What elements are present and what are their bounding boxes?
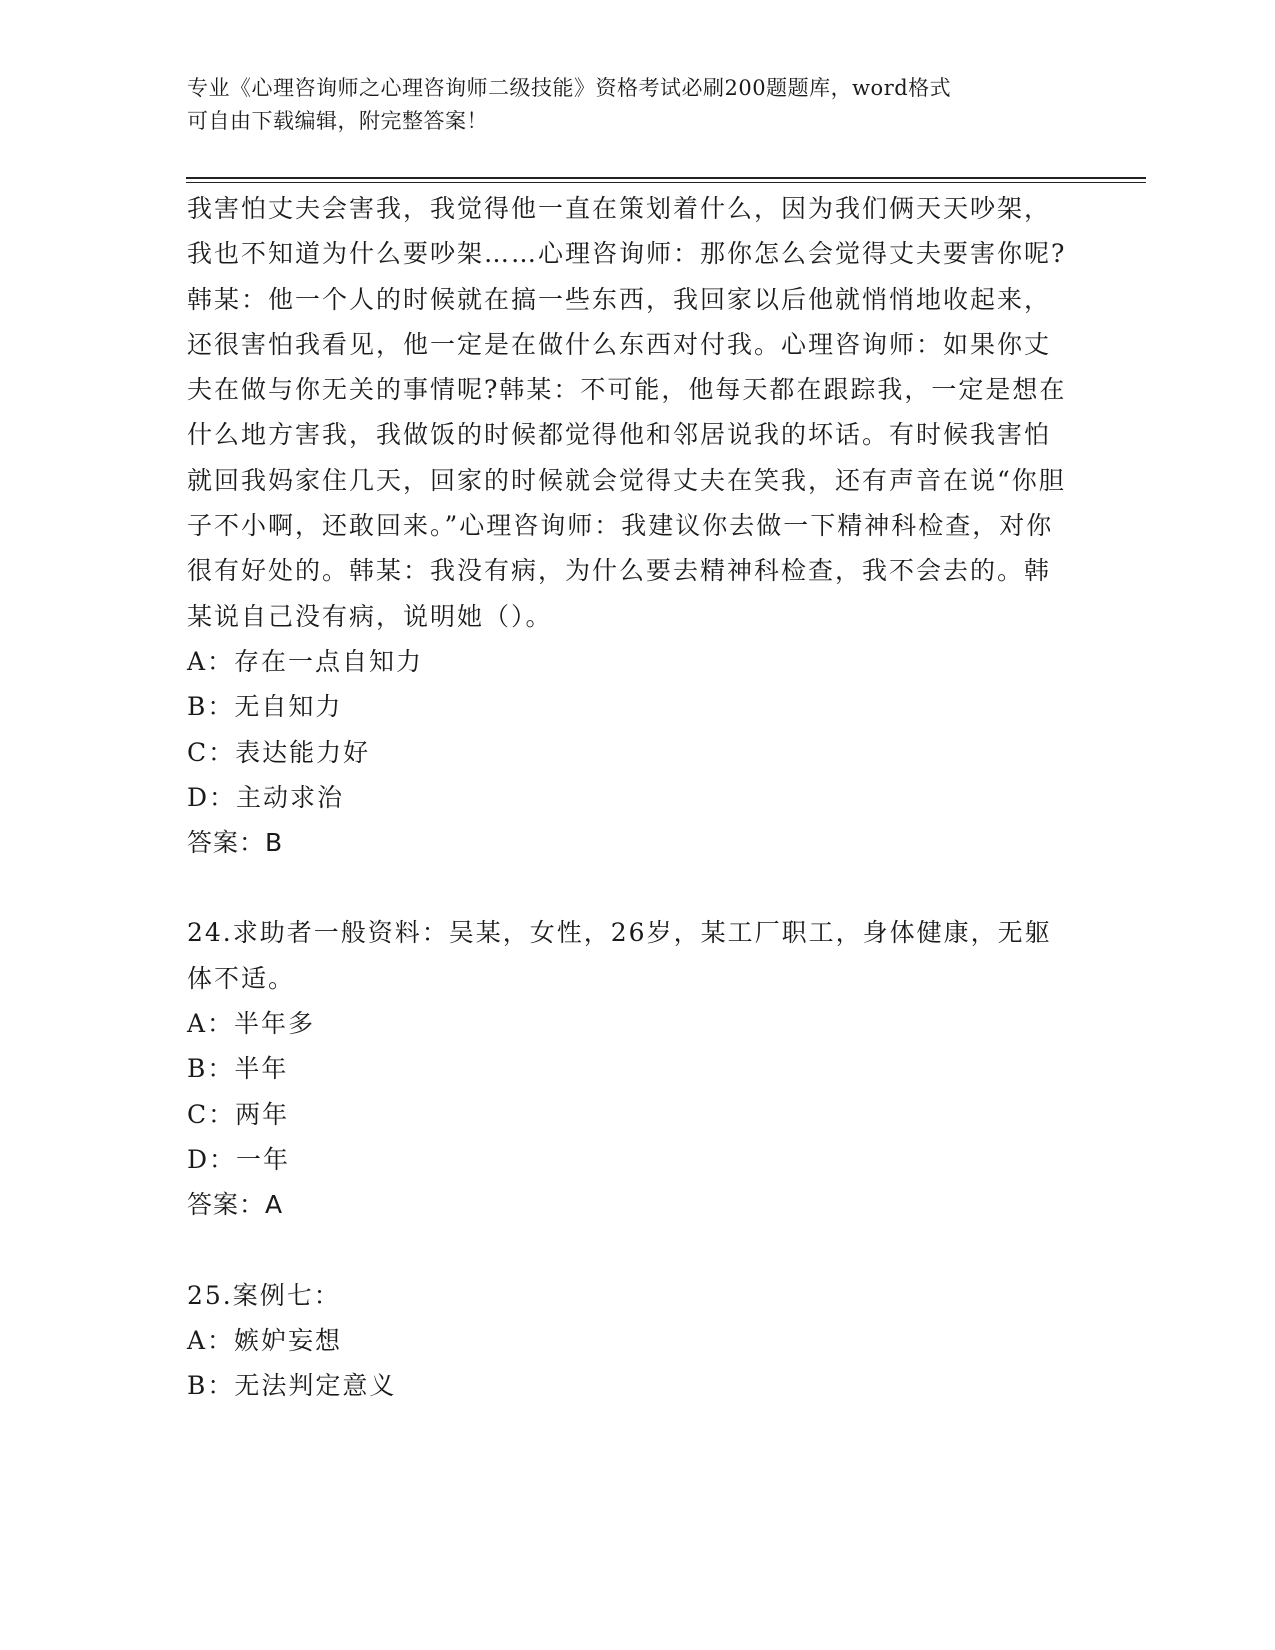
option-b: B：无自知力: [187, 692, 343, 722]
document-header: [187, 72, 1067, 138]
option-a: A：存在一点自知力: [187, 646, 424, 676]
question-24: [187, 910, 1067, 1227]
question-23: [187, 186, 1067, 865]
header-divider-thick: [186, 177, 1146, 179]
header-title-line1: 专业《心理咨询师之心理咨询师二级技能》资格考试必刷200题题库，word格式: [187, 76, 952, 100]
spacer: [187, 865, 1067, 910]
answer-line: 答案：B: [187, 828, 284, 858]
spacer: [187, 1228, 1067, 1273]
question-stem: 24.求助者一般资料：吴某，女性，26岁，某工厂职工，身体健康，无躯体不适。: [187, 918, 1052, 993]
question-content: [187, 186, 1067, 1408]
option-d: D：一年: [187, 1144, 291, 1174]
option-b: B：无法判定意义: [187, 1371, 397, 1401]
option-a: A：半年多: [187, 1009, 316, 1039]
option-b: B：半年: [187, 1054, 289, 1084]
option-c: C：表达能力好: [187, 737, 371, 767]
option-a: A：嫉妒妄想: [187, 1325, 343, 1355]
header-title-line2: 可自由下载编辑，附完整答案！: [187, 109, 488, 133]
header-divider-thin: [186, 182, 1146, 183]
option-c: C：两年: [187, 1099, 290, 1129]
question-stem: 我害怕丈夫会害我，我觉得他一直在策划着什么，因为我们俩天天吵架，我也不知道为什么要吵架……心理咨询师：那你怎么会觉得丈夫要害你呢?韩某：他一个人的时候就在搞一些东西，我回家以后他就悄悄地收起来，还很害怕我看见，他一定是在做什么东西对付我。心理咨询师：如果你丈夫在做与你无关的事情呢?韩某：不可能，他每天都在跟踪我，一定是想在什么地方害我，我做饭的时候都觉得他和邻居说我的坏话。有时候我害怕就回我妈家住几天，回家的时候就会觉得丈夫在笑我，还有声音在说“你胆子不小啊，还敢回来。”心理咨询师：我建议你去做一下精神科检查，对你很有好处的。韩某：我没有病，为什么要去精神科检查，我不会去的。韩某说自己没有病，说明她（）。: [187, 194, 1067, 631]
option-d: D：主动求治: [187, 782, 345, 812]
question-stem: 25.案例七：: [187, 1280, 341, 1310]
question-25: [187, 1273, 1067, 1409]
answer-line: 答案：A: [187, 1190, 284, 1220]
